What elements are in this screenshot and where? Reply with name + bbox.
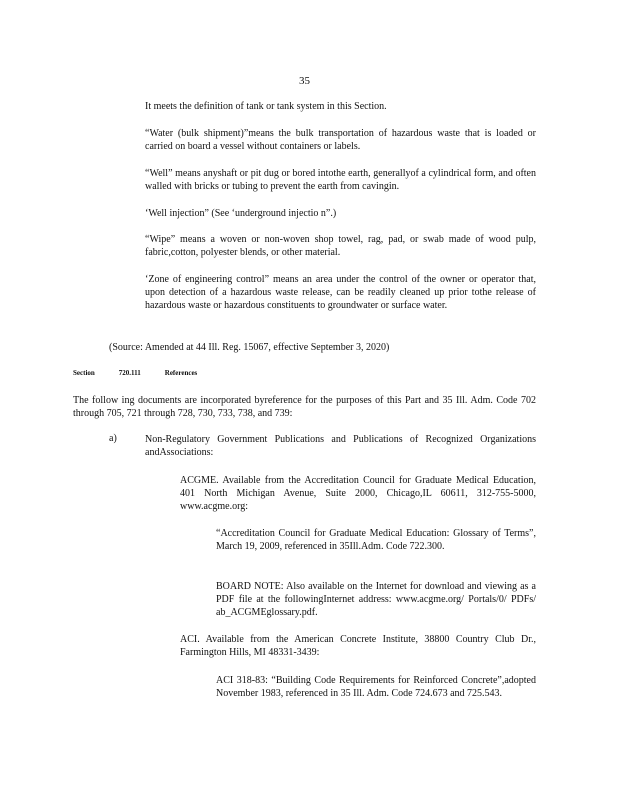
page-number: 35 xyxy=(299,75,310,87)
section-intro: The follow ing documents are incorporated byreference for the purposes of this Part and 35 Ill. Adm. Code 702 through 705, 721 through 728, 730, 733, 738, and 739: xyxy=(73,395,536,419)
acgme-board-note: BOARD NOTE: Also available on the Internet for download and viewing as a PDF file at the followingInternet address: www.acgme.org/ Portals/0/ PDFs/ ab_ACGMEglossary.pdf. xyxy=(216,581,536,618)
definition-zone-of-engineering-control: ‘Zone of engineering control” means an area under the control of the owner or operator that, upon detection of a hazardous waste release, can be readily cleaned up prior tothe release of hazardous waste or hazardous constituents to groundwater or surface water. xyxy=(145,274,536,311)
aci-organization: ACI. Available from the American Concrete Institute, 38800 Country Club Dr., Farmington Hills, MI 48331-3439: xyxy=(180,634,536,658)
acgme-organization: ACGME. Available from the Accreditation Council for Graduate Medical Education, 401 North Michigan Avenue, Suite 2000, Chicago,IL 60611, 312-755-5000, www.acgme.org: xyxy=(180,475,536,512)
definition-well: “Well” means anyshaft or pit dug or bored intothe earth, generallyof a cylindrical form, and often walled with bricks or tubing to prevent the earth from cavingin. xyxy=(145,168,536,192)
definition-water-bulk-shipment: “Water (bulk shipment)”means the bulk transportation of hazardous waste that is loaded or carried on board a vessel without containers or labels. xyxy=(145,128,536,152)
item-a-text: Non-Regulatory Government Publications and Publications of Recognized Organizations andAssociations: xyxy=(145,434,536,458)
definition-tank-system-clause: It meets the definition of tank or tank system in this Section. xyxy=(145,101,387,112)
item-a-label: a) xyxy=(109,433,117,444)
section-label: Section xyxy=(73,369,95,377)
source-note: (Source: Amended at 44 Ill. Reg. 15067, effective September 3, 2020) xyxy=(109,342,390,353)
acgme-glossary-reference: “Accreditation Council for Graduate Medical Education: Glossary of Terms”, March 19, 2009, referenced in 35Ill.Adm. Code 722.300. xyxy=(216,528,536,552)
definition-wipe: “Wipe” means a woven or non-woven shop towel, rag, pad, or swab made of wood pulp, fabric,cotton, polyester blends, or other material. xyxy=(145,234,536,258)
definition-well-injection: ‘Well injection” (See ‘underground injectio n”.) xyxy=(145,208,337,219)
section-title: References xyxy=(164,369,198,377)
section-number: 720.111 xyxy=(118,369,141,377)
section-heading xyxy=(73,369,221,377)
aci-building-code-reference: ACI 318-83: “Building Code Requirements for Reinforced Concrete”,adopted November 1983, referenced in 35 Ill. Adm. Code 724.673 and 725.543. xyxy=(216,675,536,699)
